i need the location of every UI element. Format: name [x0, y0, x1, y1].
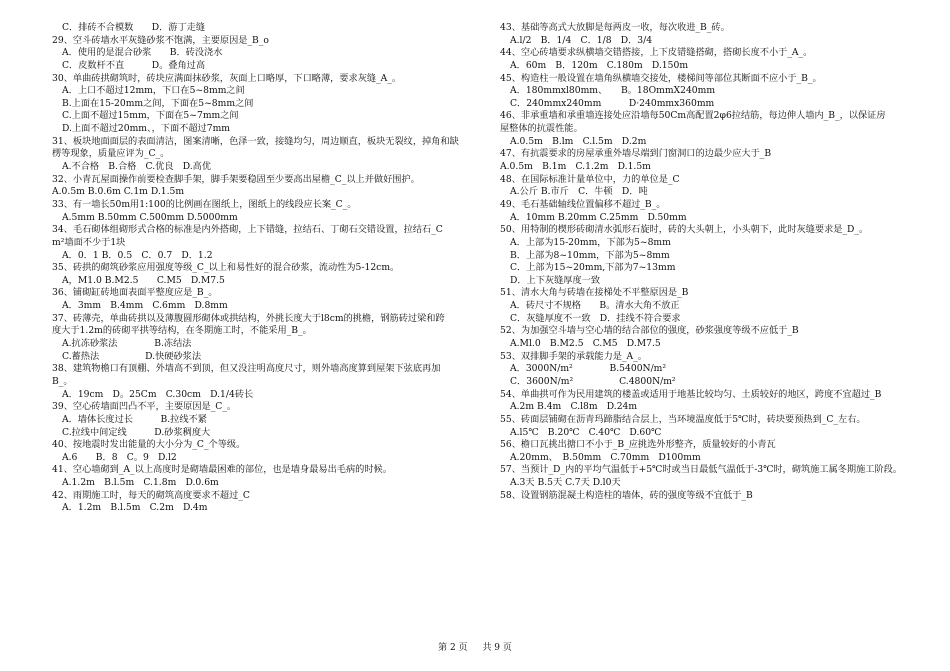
question-line: 57、当预计_D_内的平均气温低于+5℃时或当日最低气温低于-3℃时，砌筑施工属冬期施工阶段。	[500, 464, 903, 476]
question-line: 34、毛石砌体组砌形式合格的标准是内外搭砌，上下错缝，拉结石、丁砌石交错设置，拉结石_C	[52, 224, 443, 236]
question-line: 50、用特制的楔形砖砌清水弧形石旋时，砖的大头朝上，小头朝下，此时灰缝要求是_D_。	[500, 224, 869, 236]
question-line: 54、单曲拱可作为民用建筑的楼盖或适用于地基比较均匀、土质较好的地区，跨度不宜超过_B	[500, 388, 882, 400]
answer-options: A．1.2m B.l.5m C.2m D.4m	[62, 502, 208, 514]
answer-options: A．上口不超过12mm，下口在5~8mm之间	[62, 85, 245, 97]
question-line: 44、空心砖墙要求纵横墙交错搭接，上下皮错缝搭砌，搭砌长度不小于_A_。	[500, 47, 813, 59]
question-line: 47、有抗震要求的房屋承重外墙尽端到门窗洞口的边最少应大于_B	[500, 148, 772, 160]
answer-options: A.Ml.0 B.M2.5 C.M5 D.M7.5	[510, 338, 661, 350]
question-line: 41、空心墙砌到_A_以上高度时是砌墙最困难的部位，也是墙身最易出毛病的时候。	[52, 464, 392, 476]
answer-options: A．砖尺寸不规格 B。清水大角不放正	[510, 300, 680, 312]
answer-options: A．上部为15-20mm，下部为5~8mm	[510, 236, 671, 248]
answer-options: C．上部为15~20mm,下部为7~13mm	[510, 262, 676, 274]
question-line: 39、空心砖墙面凹凸不平，主要原因是_C_。	[52, 401, 237, 413]
answer-options: C.上面不超过15mm，下面在5~7mm之间	[62, 110, 239, 122]
answer-options: A．3mm B.4mm C.6mm D.8mm	[62, 300, 228, 312]
answer-options: D．上下灰缝厚度一致	[510, 274, 601, 286]
answer-options: C．灰缝厚度不一致 D．挂线不符合要求	[510, 312, 681, 324]
answer-options: A．3000N/m² B.5400N/m²	[510, 363, 667, 375]
left-column	[52, 22, 472, 515]
answer-options: C．皮数杆不直 D。叠角过高	[62, 59, 206, 71]
question-line: 58、设置钢筋混凝土构造柱的墙体，砖的强度等级不宜低于_B	[500, 489, 753, 501]
question-line: 36、铺砌缸砖地面表面平整度应是_B_。	[52, 287, 218, 299]
answer-options: A.l/2 B．1/4 C．1/8 D．3/4	[510, 34, 653, 46]
question-line: 45、构造柱一般设置在墙角纵横墙交接处，楼梯间等部位其断面不应小于_B_。	[500, 72, 822, 84]
question-line: 37、砖薄壳，单曲砖拱以及薄腹圆形砌体或拱结构，外挑长度大于l8cm的挑檐，钢筋砖过梁和跨	[52, 312, 445, 324]
answer-options: A．10mm B.20mm C.25mm D.50mm	[510, 211, 687, 223]
answer-options: D.上面不超过20mm、，下面不超过7mm	[62, 123, 230, 135]
answer-options: C．3600N/m² C.4800N/m²	[510, 375, 676, 387]
answer-options: C.蓄热法 D.快硬砂浆法	[62, 350, 202, 362]
answer-options: A.公斤 B.市斤 C．牛顿 D．吨	[510, 186, 648, 198]
answer-options: B．上部为8~10mm，下部为5~8mm	[510, 249, 670, 261]
answer-options: A．19cm D。25Cm C.30cm D.1/4砖长	[62, 388, 254, 400]
question-line: A.0.5m B.1m C.1.2m D.1.5m	[500, 161, 651, 173]
page-total: 共 9 页	[482, 643, 512, 653]
answer-options: A．0．1 B．0.5 C．0.7 D．1.2	[62, 249, 213, 261]
question-line: 53、双排脚手架的承载能力是_A_。	[500, 350, 647, 362]
answer-options: A.6 B．8 C。9 D.l2	[62, 451, 177, 463]
question-line: 42、雨期施工时，每天的砌筑高度要求不超过_C	[52, 489, 250, 501]
question-line: 46、非承重墙和承重墙连接处应沿墙每50Cm高配置2φ6拉结筋，每边伸人墙内_B_，以保证房	[500, 110, 886, 122]
question-line: A.0.5m B.0.6m C.1m D.1.5m	[52, 186, 185, 198]
answer-options: A．180mmxl80mm、 B。18OmmX240mm	[510, 85, 716, 97]
question-line: 29、空斗砖墙水平灰缝砂浆不饱满，主要原因是_B_o	[52, 34, 269, 46]
answer-options: A.抗冻砂浆法 B.冻结法	[62, 338, 192, 350]
question-line: 56、檐口瓦挑出搪口不小于_B_应挑选外形整齐，质量较好的小青瓦	[500, 439, 776, 451]
answer-options: A．60m B．120m C.180m D.150m	[510, 59, 689, 71]
question-line: 40、按地震时发出能量的大小分为_C_个等级。	[52, 439, 246, 451]
answer-options: A．使用的是混合砂浆 B．砖没浇水	[62, 47, 223, 59]
question-line: 55、砖面层铺砌在沥青玛蹄脂结合层上，当环境温度低于5℃时，砖块要预热到_C_左右。	[500, 413, 866, 425]
question-line: 52、为加强空斗墙与空心墙的结合部位的强度，砂浆强度等级不应低于_B	[500, 325, 799, 337]
question-line: 35、砖拱的砌筑砂浆应用强度等级_C_以上和易性好的混合砂浆，流动性为5-12cm。	[52, 262, 400, 274]
answer-options: C．排砖不合模数 D．游丁走缝	[62, 22, 206, 33]
answer-options: A.2m B.4m C.l8m D.24m	[510, 401, 638, 413]
question-line: 屋整体的抗震性能。	[500, 123, 583, 135]
question-line: 33、有一墙长50m用1:100的比例画在图纸上，图纸上的线段应长案_C_。	[52, 198, 357, 210]
answer-options: A.0.5m B.lm C.l.5m D.2m	[510, 135, 647, 147]
answer-options: A.不合格 B.合格 C.优良 D.高优	[62, 161, 212, 173]
question-line: 49、毛石基础轴线位置偏移不超过_B_。	[500, 198, 666, 210]
question-line: 度大于1.2m的砖砌平拱等结构，在冬期施工时，不能采用_B_。	[52, 325, 312, 337]
answer-options: C．240mmx240mm D·240mmx360mm	[510, 97, 715, 109]
question-line: m²墙面不少于1块	[52, 236, 126, 248]
question-line: 31、板块地面面层的表面清洁，图案清晰，色泽一致，接缝均匀，周边顺直，板块无裂纹，掉角和缺	[52, 135, 459, 147]
answer-options: A.l5℃ B.20℃ C.40℃ D.60℃	[510, 426, 662, 438]
answer-options: C.拉线中间定线 D.砂浆稠度大	[62, 426, 211, 438]
question-line: 30、单曲砖拱砌筑时，砖块应满面抹砂浆，灰面上口略厚，下口略薄，要求灰缝_A_。	[52, 72, 402, 84]
answer-options: A，M1.0 B.M2.5 C.M5 D.M7.5	[62, 274, 225, 286]
question-line: 32、小青瓦屋面操作前要检查脚手架，脚手架要稳固至少要高出屋檐_C_以上并做好围护。	[52, 173, 420, 185]
page-number: 第 2 页	[438, 643, 468, 653]
question-line: 48、在国际标准计量单位中，力的单位是_C	[500, 173, 680, 185]
answer-options: A.1.2m B.l.5m C.1.8m D.0.6m	[62, 477, 219, 489]
question-line: 楞等现象，质量应评为_C_。	[52, 148, 170, 160]
question-line: B_。	[52, 375, 73, 387]
question-line: 38、建筑物檐口有顶棚、外墙高不到顶，但又没注明高度尺寸，则外墙高度算到屋架下弦底再加	[52, 363, 441, 375]
answer-options: A.20mm、 B.50mm C.70mm D100mm	[510, 451, 701, 463]
answer-options: A.3天 B.5天 C.7天 D.l0天	[510, 477, 621, 489]
answer-options: A.5mm B.50mm C.500mm D.5000mm	[62, 211, 238, 223]
right-column	[500, 22, 910, 502]
page-footer	[0, 642, 950, 654]
answer-options: B.上面在15-20mm之间，下面在5~8mm之间	[62, 97, 254, 109]
question-line: 51、清水大角与砖墙在接梯处不平整原因是_B	[500, 287, 689, 299]
answer-options: A．墙体长度过长 B.拉线不紧	[62, 413, 207, 425]
question-line: 43、基础等高式大放脚是每两皮一收，每次收进_B_砖。	[500, 22, 730, 33]
